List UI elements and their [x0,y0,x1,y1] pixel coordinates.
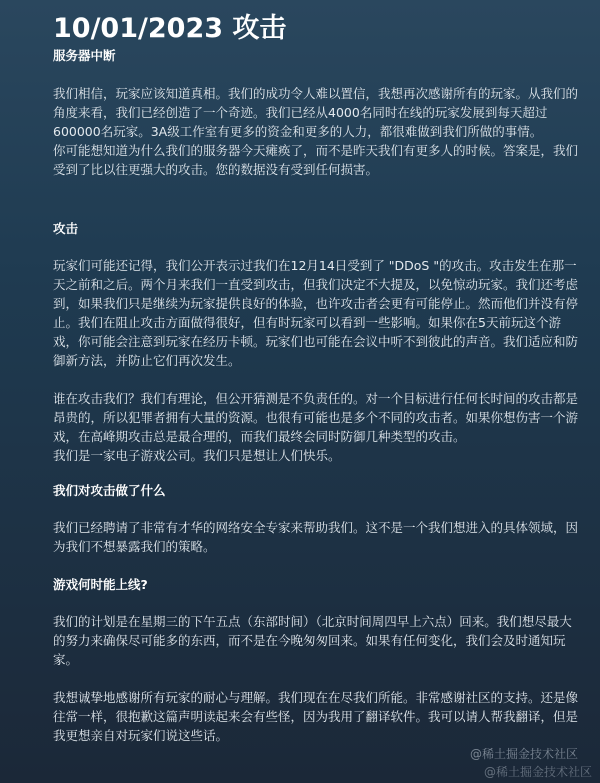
section-paragraph: 我们的计划是在星期三的下午五点（东部时间）（北京时间周四早上六点）回来。我们想尽最大的努力来确保尽可能多的东西，而不是在今晚匆匆回来。如果有任何变化，我们会及时通知玩家。 [53,614,572,667]
section-paragraph: 你可能想知道为什么我们的服务器今天瘫痪了，而不是昨天我们有更多人的时候。答案是，我们受到了比以往更强大的攻击。您的数据没有受到任何损害。 [53,143,579,177]
watermark: @稀土掘金技术社区 [469,747,578,761]
section-paragraph: 玩家们可能还记得，我们公开表示过我们在12月14日受到了 "DDoS "的攻击。攻击发生在那一天之前和之后。两个月来我们一直受到攻击，但我们决定不大提及，以免惊动玩家。我们还考虑到，如果我们只是继续为玩家提供良好的体验，也许攻击者会更有可能停止。然而他们并没有停止。我们在阻止攻击方面做得很好，但有时玩家可以看到一些影响。如果你在5天前玩这个游戏，你可能会注意到玩家在经历卡顿。玩家们也可能在会议中听不到彼此的声音。我们适应和防御新方法，并防止它们再次发生。 [53,258,579,368]
section-paragraph: 我们已经聘请了非常有才华的网络安全专家来帮助我们。这不是一个我们想进入的具体领域，因为我们不想暴露我们的策略。 [53,520,579,554]
watermark: @稀土掘金技术社区 [483,765,592,779]
section-heading-response: 我们对攻击做了什么 [53,483,166,498]
section-paragraph: 谁在攻击我们？我们有理论，但公开猜测是不负责任的。对一个目标进行任何长时间的攻击都是昂贵的，所以犯罪者拥有大量的资源。也很有可能也是多个不同的攻击者。如果你想伤害一个游戏，在高峰期攻击总是最合理的，而我们最终会同时防御几种类型的攻击。 [53,391,579,444]
section-heading-when-online: 游戏何时能上线? [53,577,148,592]
section-paragraph: 我们相信，玩家应该知道真相。我们的成功令人难以置信，我想再次感谢所有的玩家。从我们的角度来看，我们已经创造了一个奇迹。我们已经从4000名同时在线的玩家发展到每天超过600000名玩家。3A级工作室有更多的资金和更多的人力，都很难做到我们所做的事情。 [53,86,579,139]
page-title: 10/01/2023 攻击 [53,13,287,44]
announcement-body [53,46,581,745]
section-heading-attack: 攻击 [53,221,79,236]
section-paragraph: 我们是一家电子游戏公司。我们只是想让人们快乐。 [53,448,341,463]
section-paragraph: 我想诚挚地感谢所有玩家的耐心与理解。我们现在在尽我们所能。非常感谢社区的支持。还是像往常一样，很抱歉这篇声明读起来会有些怪，因为我用了翻译软件。我可以请人帮我翻译，但是我更想亲自对玩家们说这些话。 [53,690,579,743]
section-heading-server-outage: 服务器中断 [53,48,116,63]
